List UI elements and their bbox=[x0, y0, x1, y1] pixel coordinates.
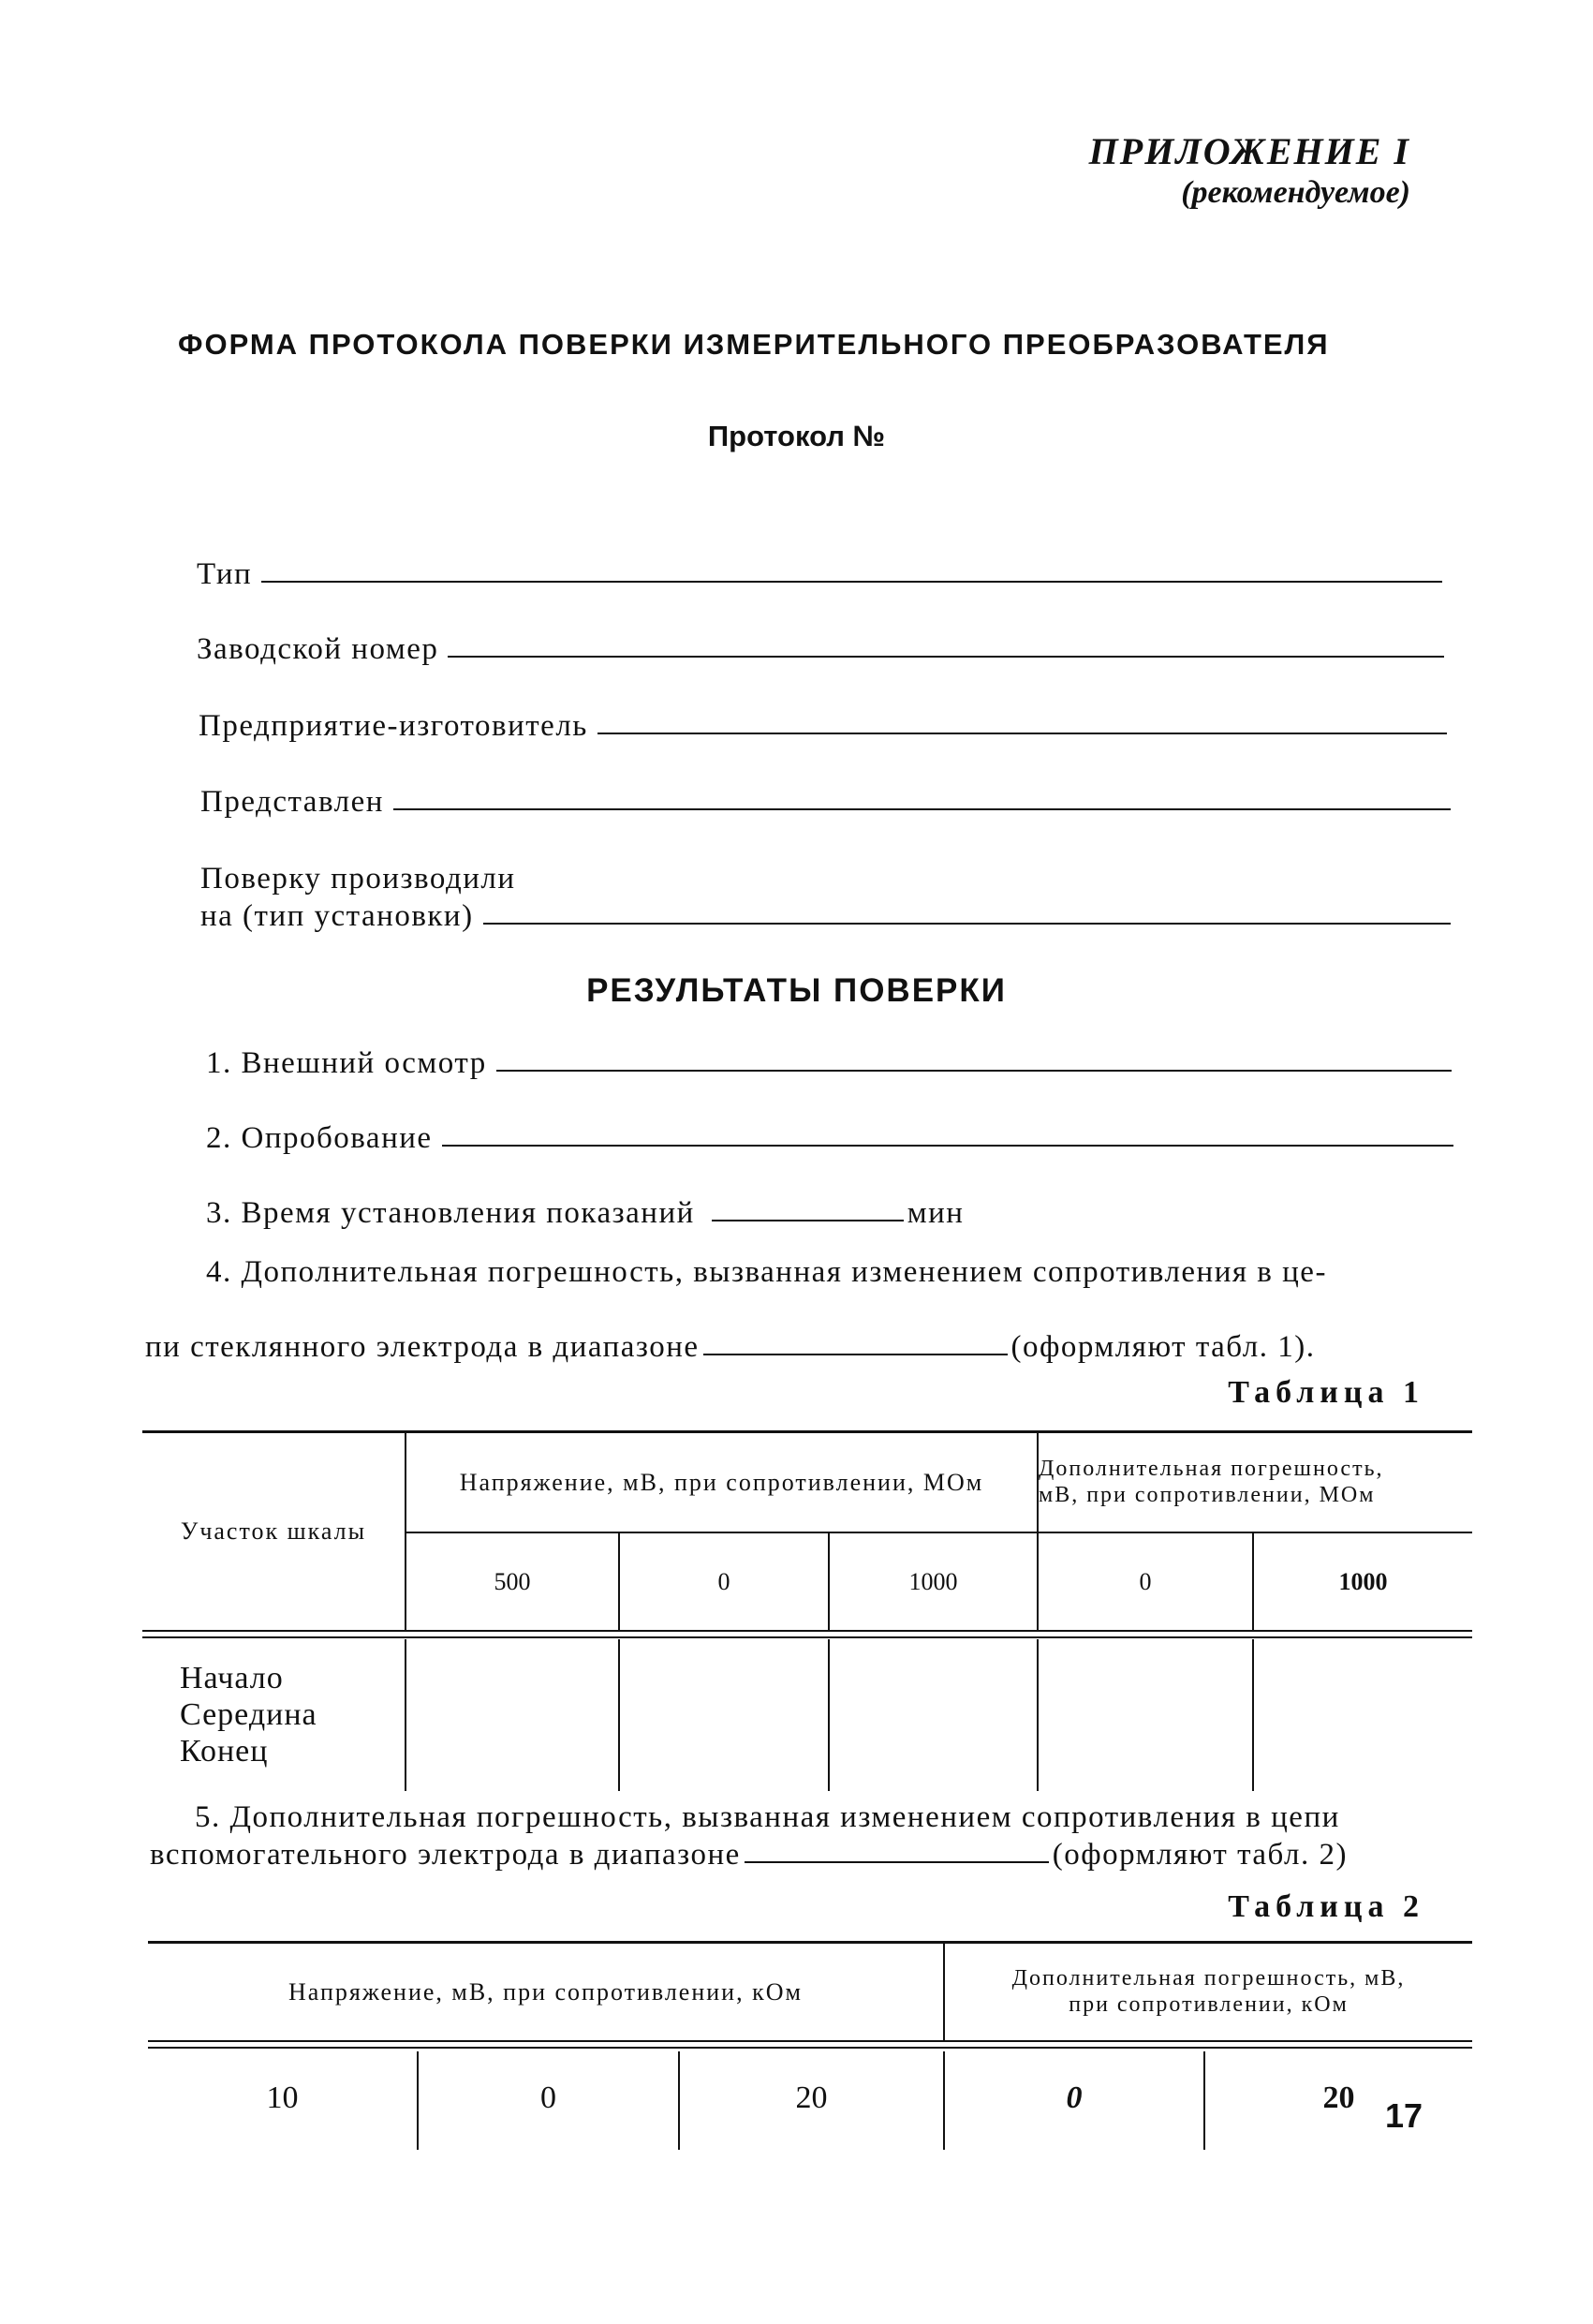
table1-e-value: 0 bbox=[1139, 1567, 1152, 1595]
table2-col-error-line1: Дополнительная погрешность, мВ, bbox=[1011, 1965, 1406, 1991]
table1-v-value: 0 bbox=[717, 1567, 730, 1595]
table1-v-value: 1000 bbox=[908, 1567, 958, 1595]
item-1-label: 1. Внешний осмотр bbox=[206, 1046, 487, 1080]
item-3-line[interactable] bbox=[712, 1220, 904, 1221]
table1-row-label: Середина bbox=[180, 1697, 317, 1732]
results-heading: РЕЗУЛЬТАТЫ ПОВЕРКИ bbox=[586, 972, 1007, 1009]
table2-col-error-line2: при сопротивлении, кОм bbox=[1069, 1991, 1349, 2017]
item-2-line[interactable] bbox=[442, 1145, 1453, 1147]
field-submitted-label: Представлен bbox=[200, 785, 384, 819]
table1-row-label: Начало bbox=[180, 1661, 284, 1695]
appendix-header bbox=[1089, 129, 1410, 211]
table1-caption: Таблица 1 bbox=[1228, 1375, 1424, 1410]
table2-v-value: 20 bbox=[795, 2080, 828, 2115]
item-5-line1: 5. Дополнительная погрешность, вызванная изменением сопротивления в цепи bbox=[195, 1800, 1340, 1834]
appendix-title: ПРИЛОЖЕНИЕ I bbox=[1088, 130, 1410, 172]
protocol-label: Протокол № bbox=[707, 420, 886, 452]
item-4-range-line[interactable] bbox=[703, 1354, 1008, 1355]
table2-caption: Таблица 2 bbox=[1228, 1889, 1424, 1924]
item-4-text-a: пи стеклянного электрода в диапазоне bbox=[145, 1330, 700, 1364]
field-submitted bbox=[200, 785, 1451, 820]
item-3-unit: мин bbox=[907, 1196, 965, 1230]
table1-vrule bbox=[405, 1639, 406, 1791]
field-serial bbox=[197, 632, 1444, 667]
table1-row-label: Конец bbox=[180, 1734, 269, 1769]
field-verified-line[interactable] bbox=[483, 923, 1451, 925]
item-4-line2 bbox=[145, 1330, 1315, 1365]
table1-vrule bbox=[618, 1639, 620, 1791]
table2-e-value: 0 bbox=[1066, 2080, 1083, 2115]
form-title: ФОРМА ПРОТОКОЛА ПОВЕРКИ ИЗМЕРИТЕЛЬНОГО ПРЕОБРАЗОВАТЕЛЯ bbox=[178, 328, 1330, 361]
table1-header-bottom-2 bbox=[142, 1636, 1472, 1638]
field-verified bbox=[200, 899, 1451, 934]
field-manufacturer bbox=[199, 709, 1447, 744]
appendix-subtitle: (рекомендуемое) bbox=[1181, 175, 1410, 210]
item-1 bbox=[206, 1046, 1452, 1081]
table1-col-scale: Участок шкалы bbox=[180, 1517, 367, 1546]
table2-header-bottom-2 bbox=[148, 2047, 1472, 2049]
table1-col-error-line2: мВ, при сопротивлении, МОм bbox=[1039, 1482, 1376, 1507]
table1-col-error-line1: Дополнительная погрешность, bbox=[1039, 1456, 1384, 1481]
field-type bbox=[197, 557, 1442, 592]
item-3 bbox=[206, 1196, 964, 1231]
field-serial-line[interactable] bbox=[448, 656, 1444, 658]
field-manufacturer-line[interactable] bbox=[597, 733, 1447, 734]
table2-header-bottom-1 bbox=[148, 2040, 1472, 2042]
table1-col-error bbox=[1039, 1433, 1472, 1532]
field-type-line[interactable] bbox=[261, 581, 1442, 583]
field-serial-label: Заводской номер bbox=[197, 632, 439, 666]
item-2 bbox=[206, 1121, 1453, 1156]
table1-vrule bbox=[828, 1639, 830, 1791]
table1-vrule bbox=[1037, 1639, 1039, 1791]
item-5-line2 bbox=[150, 1838, 1348, 1873]
table1-vrule bbox=[1252, 1639, 1254, 1791]
field-verified-header bbox=[200, 862, 1451, 896]
item-5-text-a: вспомогательного электрода в диапазоне bbox=[150, 1838, 741, 1872]
item-5-range-line[interactable] bbox=[745, 1861, 1049, 1863]
item-3-label: 3. Время установления показаний bbox=[206, 1196, 695, 1230]
table2-v-value: 10 bbox=[266, 2080, 299, 2115]
table1-header-bottom-1 bbox=[142, 1630, 1472, 1632]
item-1-line[interactable] bbox=[496, 1070, 1452, 1072]
field-verified-label-1: Поверку производили bbox=[200, 862, 516, 896]
field-submitted-line[interactable] bbox=[393, 808, 1451, 810]
field-verified-label-2: на (тип установки) bbox=[200, 899, 474, 933]
item-2-label: 2. Опробование bbox=[206, 1121, 433, 1155]
table2-col-voltage: Напряжение, мВ, при сопротивлении, кОм bbox=[288, 1977, 803, 2006]
table1-e-value: 1000 bbox=[1338, 1567, 1388, 1595]
table1-col-voltage: Напряжение, мВ, при сопротивлении, МОм bbox=[459, 1468, 984, 1496]
table2-v-value: 0 bbox=[540, 2080, 556, 2115]
table2-col-error bbox=[945, 1944, 1472, 2040]
table1-v-value: 500 bbox=[494, 1567, 531, 1595]
field-manufacturer-label: Предприятие-изготовитель bbox=[199, 709, 588, 743]
item-4-text-b: (оформляют табл. 1). bbox=[1010, 1330, 1316, 1364]
item-5-text-b: (оформляют табл. 2) bbox=[1052, 1838, 1348, 1872]
table2-e-value: 20 bbox=[1322, 2080, 1355, 2115]
page-number: 17 bbox=[1384, 2096, 1423, 2135]
item-4-line1: 4. Дополнительная погрешность, вызванная изменением сопротивления в це- bbox=[206, 1255, 1327, 1289]
field-type-label: Тип bbox=[197, 557, 253, 591]
